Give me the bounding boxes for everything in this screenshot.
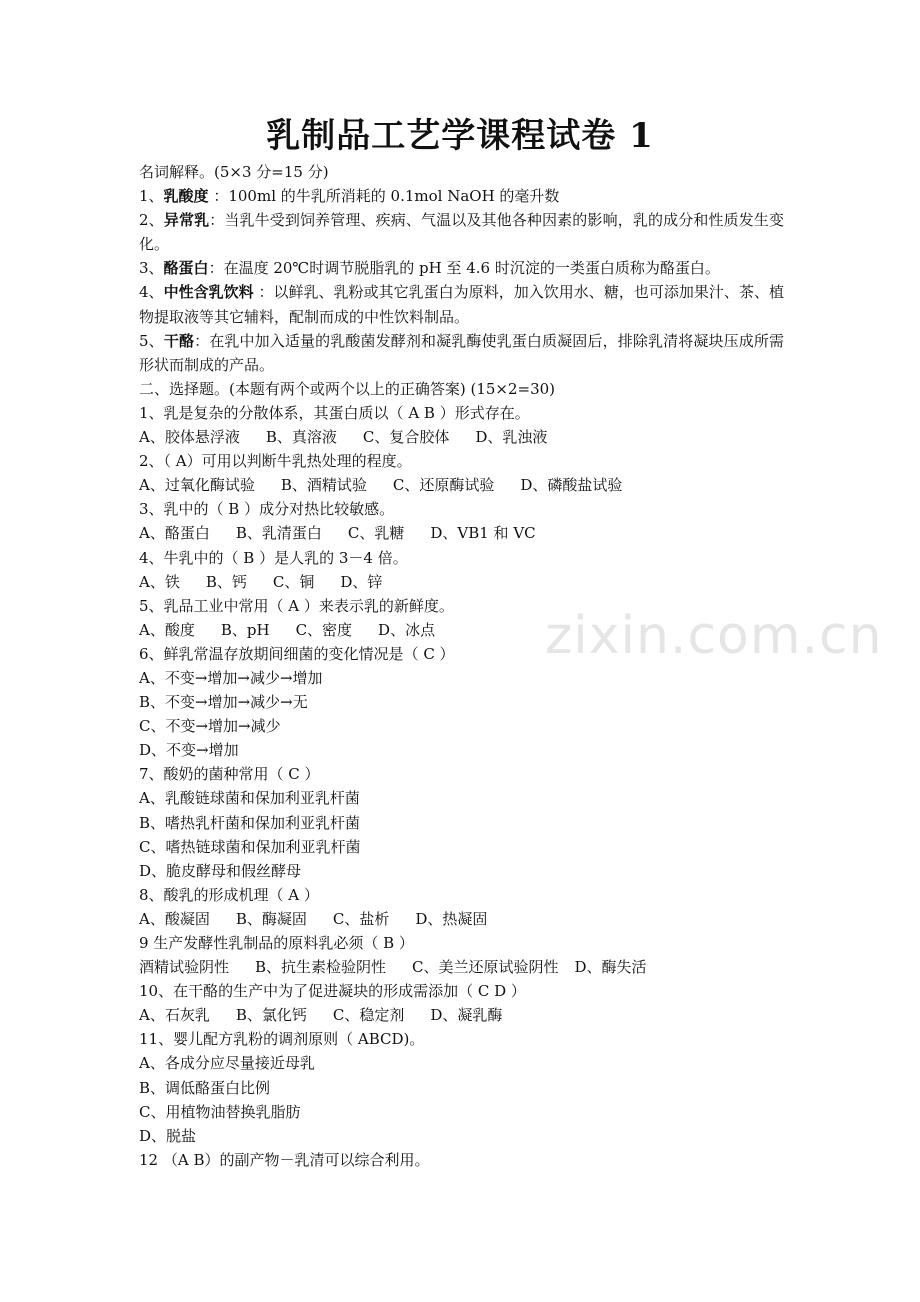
definition-item: 3、酪蛋白：在温度 20℃时调节脱脂乳的 pH 至 4.6 时沉淀的一类蛋白质称为酪蛋白。 [139,259,720,278]
definition-item: 4、中性含乳饮料 ：以鲜乳、乳粉或其它乳蛋白为原料，加入饮用水、糖，也可添加果汁、茶、植物提取液等其它辅料，配制而成的中性饮料制品。 [139,283,784,326]
question-4: 4、牛乳中的（ B ）是人乳的 3－4 倍。 [139,548,408,567]
question-2-options [139,473,784,497]
option: A、酸凝固 [139,909,210,928]
definition-item: 1、乳酸度 ：100ml 的牛乳所消耗的 0.1mol NaOH 的毫升数 [139,187,560,206]
option: D、锌 [340,572,383,591]
option: B、不变→增加→减少→无 [139,693,308,712]
watermark: zixin.com.cn [545,606,883,666]
option: A、胶体悬浮液 [139,428,240,447]
definition-term: 异常乳 [163,211,210,230]
definition-text: 在温度 20℃时调节脱脂乳的 pH 至 4.6 时沉淀的一类蛋白质称为酪蛋白。 [223,259,720,278]
definition-item: 2、异常乳：当乳牛受到饲养管理、疾病、气温以及其他各种因素的影响，乳的成分和性质发生变化。 [139,211,784,254]
option: B、嗜热乳杆菌和保加利亚乳杆菌 [139,813,361,832]
option: A、乳酸链球菌和保加利亚乳杆菌 [139,789,360,808]
option: D、乳浊液 [475,428,548,447]
page-title: 乳制品工艺学课程试卷 1 [266,116,654,156]
exam-content [139,160,784,1172]
option: 酒精试验阴性 [139,958,230,977]
option: D、热凝固 [415,909,488,928]
option: B、pH [220,620,270,639]
section2-heading: 二、选择题。(本题有两个或两个以上的正确答案) (15×2=30) [139,379,556,398]
definition-term: 干酪 [163,331,195,350]
option: D、不变→增加 [139,741,239,760]
question-12: 12 （A B）的副产物－乳清可以综合利用。 [139,1150,430,1169]
section1-heading: 名词解释。(5×3 分=15 分) [139,163,329,181]
question-11: 11、婴儿配方乳粉的调剂原则（ ABCD)。 [139,1030,425,1049]
option: C、还原酶试验 [392,476,495,495]
definition-text: 在乳中加入适量的乳酸菌发酵剂和凝乳酶使乳蛋白质凝固后，排除乳清将凝块压成所需形状而制成的产品。 [139,331,784,374]
question-9-options [139,955,784,979]
option: B、酒精试验 [280,476,367,495]
option: A、铁 [139,572,180,591]
option: D、脱盐 [139,1126,197,1145]
question-8: 8、酸乳的形成机理（ A ） [139,885,319,904]
option: A、石灰乳 [139,1006,210,1025]
option: D、磷酸盐试验 [520,476,623,495]
option: B、氯化钙 [235,1006,307,1025]
option: D、凝乳酶 [430,1006,503,1025]
option: B、钙 [205,572,247,591]
definition-text: 100ml 的牛乳所消耗的 0.1mol NaOH 的毫升数 [228,187,560,206]
question-10: 10、在干酪的生产中为了促进凝块的形成需添加（ C D ） [139,982,526,1001]
option: D、冰点 [378,620,436,639]
question-10-options [139,1003,784,1027]
definition-text: 当乳牛受到饲养管理、疾病、气温以及其他各种因素的影响，乳的成分和性质发生变化。 [139,211,784,254]
option: C、乳糖 [347,524,405,543]
option: C、美兰还原试验阴性 [412,958,559,977]
option: A、酸度 [139,620,195,639]
option: D、脆皮酵母和假丝酵母 [139,861,302,880]
question-5-options [139,618,784,642]
definition-term: 中性含乳饮料 [163,283,254,302]
definition-term: 酪蛋白 [163,259,209,278]
question-5: 5、乳品工业中常用（ A ）来表示乳的新鲜度。 [139,596,454,615]
option: A、过氧化酶试验 [139,476,255,495]
option: B、真溶液 [265,428,337,447]
question-3: 3、乳中的（ B ）成分对热比较敏感。 [139,500,395,519]
question-8-options [139,907,784,931]
option: C、不变→增加→减少 [139,717,281,736]
option: A、各成分应尽量接近母乳 [139,1054,315,1073]
option: B、调低酪蛋白比例 [139,1078,271,1097]
option: B、酶凝固 [235,909,307,928]
question-1-options [139,425,784,449]
option: B、乳清蛋白 [235,524,322,543]
option: C、复合胶体 [362,428,450,447]
option: B、抗生素检验阴性 [255,958,387,977]
question-9: 9 生产发酵性乳制品的原料乳必须（ B ） [139,934,414,952]
question-7: 7、酸奶的菌种常用（ C ） [139,765,320,784]
question-4-options [139,570,784,594]
option: C、铜 [272,572,315,591]
question-1: 1、乳是复杂的分散体系，其蛋白质以（ A B ）形式存在。 [139,403,530,422]
definition-item: 5、干酪：在乳中加入适量的乳酸菌发酵剂和凝乳酶使乳蛋白质凝固后，排除乳清将凝块压成所需形状而制成的产品。 [139,331,784,374]
option: C、密度 [295,620,353,639]
definition-text: 以鲜乳、乳粉或其它乳蛋白为原料，加入饮用水、糖，也可添加果汁、茶、植物提取液等其它辅料，配制而成的中性饮料制品。 [139,283,784,326]
definition-term: 乳酸度 [163,187,209,206]
option: D、酶失活 [574,958,647,977]
option: D、VB1 和 VC [430,524,536,543]
question-6: 6、鲜乳常温存放期间细菌的变化情况是（ C ） [139,644,455,663]
option: A、不变→增加→减少→增加 [139,668,323,687]
option: C、嗜热链球菌和保加利亚乳杆菌 [139,837,361,856]
option: A、酪蛋白 [139,524,210,543]
option: C、盐析 [332,909,390,928]
option: C、用植物油替换乳脂肪 [139,1102,301,1121]
question-2: 2、（ A）可用以判断牛乳热处理的程度。 [139,452,412,471]
option: C、稳定剂 [332,1006,405,1025]
question-3-options [139,521,784,545]
